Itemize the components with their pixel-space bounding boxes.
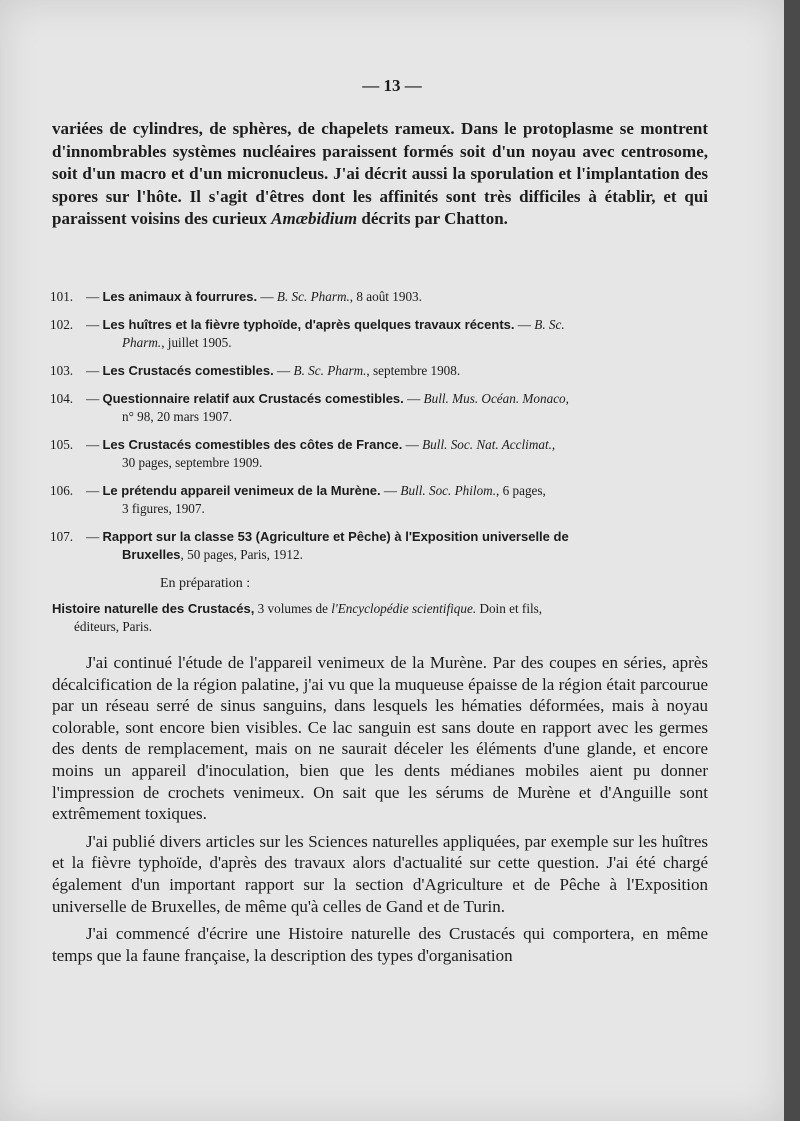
reference-journal: Bull. Soc. Nat. Acclimat.: [422, 437, 552, 452]
reference-details: , septembre 1908.: [366, 363, 461, 378]
page-number: — 13 —: [362, 76, 422, 95]
reference-journal: B. Sc. Pharm.: [293, 363, 367, 378]
reference-sep: —: [273, 363, 294, 378]
preparation-rest: Doin et fils,: [476, 601, 543, 616]
reference-sep: —: [402, 437, 423, 452]
reference-details: 3 figures, 1907.: [122, 501, 205, 516]
reference-journal: B. Sc. Pharm.: [276, 289, 350, 304]
reference-journal: Bull. Soc. Philom.: [400, 483, 497, 498]
reference-item: [50, 528, 708, 564]
intro-paragraph: [52, 118, 708, 231]
reference-list: [50, 288, 708, 574]
reference-sep: —: [514, 317, 535, 332]
preparation-item: [52, 600, 708, 636]
intro-text-before: variées de cylindres, de sphères, de chapelets rameux. Dans le protoplasme se montrent d'innombrables systèmes nucléaires paraissent formés soit d'un noyau avec centrosome, soit d'un macro et d'un micronucleus. J'ai décrit aussi la sporulation et l'implantation des spores sur l'hôte. Il s'agit d'êtres dont les affinités sont très difficiles à établir, et qui paraissent voisins des curieux: [52, 119, 708, 228]
preparation-title: Histoire naturelle des Crustacés,: [52, 601, 255, 616]
reference-sep: —: [257, 289, 277, 304]
reference-number: 104.: [50, 391, 74, 406]
reference-title: Les animaux à fourrures.: [102, 289, 258, 304]
reference-title: Rapport sur la classe 53 (Agriculture et Pêche) à l'Exposition universelle de: [102, 529, 569, 544]
reference-number: 101.: [50, 289, 74, 304]
reference-title: Les Crustacés comestibles des côtes de France.: [102, 437, 403, 452]
reference-details: , 8 août 1903.: [349, 289, 422, 304]
reference-title: Les Crustacés comestibles.: [102, 363, 274, 378]
reference-details: 30 pages, septembre 1909.: [122, 455, 263, 470]
intro-italic-term: Amæbidium: [271, 209, 358, 228]
reference-dash: —: [86, 529, 103, 544]
reference-dash: —: [86, 391, 103, 406]
reference-dash: —: [86, 483, 103, 498]
preparation-middle: 3 volumes de: [254, 601, 332, 616]
body-paragraph: J'ai continué l'étude de l'appareil venimeux de la Murène. Par des coupes en séries, après décalcification de la région palatine, j'ai vu que la muqueuse épaisse de la région était parcourue par un réseau serré de sinus sanguins, dans lesquels les hématies déformées, mais à noyau colorable, sont encore bien visibles. Ce lac sanguin est sans doute en rapport avec les germes des dents de remplacement, mais on ne saurait déceler les éléments d'une glande, et encore moins un appareil d'inoculation, bien que les dents médianes mobiles aient pu donner l'impression de crochets venimeux. On sait que les sérums de Murène et d'Anguille sont extrêmement toxiques.: [52, 653, 708, 824]
preparation-journal: l'Encyclopédie scientifique.: [331, 601, 477, 616]
preparation-cont: éditeurs, Paris.: [74, 619, 153, 634]
reference-details: n° 98, 20 mars 1907.: [122, 409, 233, 424]
reference-details: , 50 pages, Paris, 1912.: [180, 547, 303, 562]
reference-dash: —: [86, 363, 103, 378]
reference-number: 107.: [50, 529, 74, 544]
reference-details-tail: ,: [551, 437, 556, 452]
reference-number: 105.: [50, 437, 74, 452]
reference-dash: —: [86, 289, 103, 304]
reference-journal: Bull. Mus. Océan. Monaco,: [423, 391, 569, 406]
reference-sep: —: [403, 391, 424, 406]
reference-number: 106.: [50, 483, 74, 498]
reference-number: 102.: [50, 317, 74, 332]
preparation-heading: En préparation :: [160, 576, 251, 591]
reference-journal: B. Sc.: [534, 317, 565, 332]
reference-item: [50, 436, 708, 472]
reference-title: Les huîtres et la fièvre typhoïde, d'après quelques travaux récents.: [102, 317, 515, 332]
reference-number: 103.: [50, 363, 74, 378]
body-paragraph: J'ai publié divers articles sur les Sciences naturelles appliquées, par exemple sur les huîtres et la fièvre typhoïde, d'après des travaux alors d'actualité sur cette question. J'ai été chargé également d'un important rapport sur la section d'Agriculture et de Pêche à l'Exposition universelle de Bruxelles, de même qu'à celles de Gand et de Turin.: [52, 831, 708, 916]
reference-title: Le prétendu appareil venimeux de la Murène.: [102, 483, 381, 498]
reference-dash: —: [86, 437, 103, 452]
reference-title: Questionnaire relatif aux Crustacés comestibles.: [102, 391, 404, 406]
reference-item: [50, 316, 708, 352]
reference-details: , juillet 1905.: [161, 335, 232, 350]
reference-item: [50, 390, 708, 426]
reference-sep: —: [380, 483, 401, 498]
body-text: [52, 652, 708, 972]
body-paragraph: J'ai commencé d'écrire une Histoire naturelle des Crustacés qui comportera, en même temps que la faune française, la description des types d'organisation: [52, 924, 708, 965]
reference-item: [50, 362, 708, 380]
reference-title-cont: Bruxelles: [122, 547, 181, 562]
intro-text-after: décrits par Chatton.: [357, 209, 508, 228]
reference-dash: —: [86, 317, 103, 332]
reference-journal-cont: Pharm.: [122, 335, 162, 350]
reference-item: [50, 482, 708, 518]
reference-item: [50, 288, 708, 306]
reference-details-tail: , 6 pages,: [496, 483, 546, 498]
